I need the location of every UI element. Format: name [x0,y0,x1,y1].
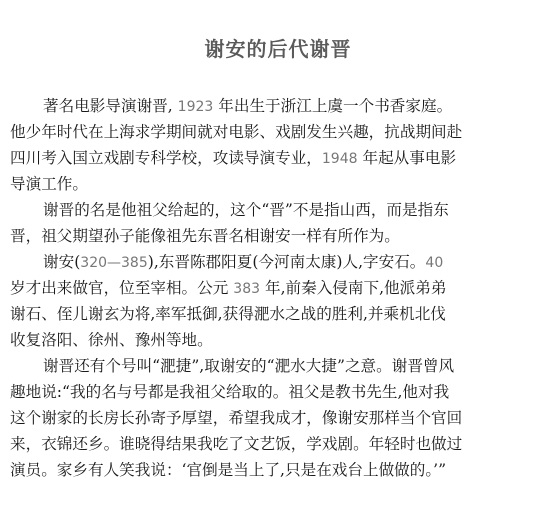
text-run: 这个谢家的长房长孙寄予厚望，希望我成才，像谢安那样当个官回 [10,409,463,427]
text-line [10,405,540,431]
number-text: 320—385 [80,255,148,271]
number-text: 1923 [177,99,214,115]
text-run: 收复洛阳、徐州、豫州等地。 [10,331,213,349]
text-run: 著名电影导演谢晋, [43,97,178,115]
text-line [10,93,540,119]
number-text: 40 [425,255,444,271]
text-run: 晋，祖父期望孙子能像祖先东晋名相谢安一样有所作为。 [10,227,400,245]
text-run: 他少年时代在上海求学期间就对电影、戏剧发生兴趣，抗战期间赴 [10,123,463,141]
text-line [10,327,540,353]
text-run: 岁才出来做官，位至宰相。公元 [10,279,234,297]
text-line [10,457,540,483]
text-line [10,223,540,249]
text-line [10,197,540,223]
text-run: 趣地说:“我的名与号都是我祖父给取的。祖父是教书先生,他对我 [10,383,450,401]
text-run: ),东晋陈郡阳夏(今河南太康)人,字安石。 [147,253,426,271]
text-line [10,353,540,379]
text-line [10,431,540,457]
text-line [10,275,540,301]
text-line [10,379,540,405]
text-line [10,301,540,327]
text-run: 谢晋还有个号叫“淝捷”,取谢安的“淝水大捷”之意。谢晋曾风 [43,357,455,375]
text-run: 谢石、侄儿谢玄为将,率军抵御,获得淝水之战的胜利,并乘机北伐 [10,305,446,323]
text-run: 谢晋的名是他祖父给起的，这个“晋”不是指山西，而是指东 [43,201,449,219]
text-line [10,145,540,171]
number-text: 1948 [321,151,358,167]
text-line [10,249,540,275]
text-run: 年出生于浙江上虞一个书香家庭。 [213,97,453,115]
article-body [10,93,540,483]
text-line [10,171,540,197]
text-run: 来，衣锦还乡。谁晓得结果我吃了文艺饭，学戏剧。年轻时也做过 [10,435,463,453]
text-run: 演员。家乡有人笑我说：‘官倒是当上了,只是在戏台上做做的。’” [10,461,447,479]
article-title: 谢安的后代谢晋 [204,37,352,61]
text-run: 年起从事电影 [357,149,457,167]
text-run: 导演工作。 [10,175,88,193]
text-run: 年,前秦入侵南下,他派弟弟 [260,279,447,297]
text-run: 四川考入国立戏剧专科学校，攻读导演专业， [10,149,322,167]
text-run: 谢安( [43,253,81,271]
text-line [10,119,540,145]
number-text: 383 [233,281,261,297]
